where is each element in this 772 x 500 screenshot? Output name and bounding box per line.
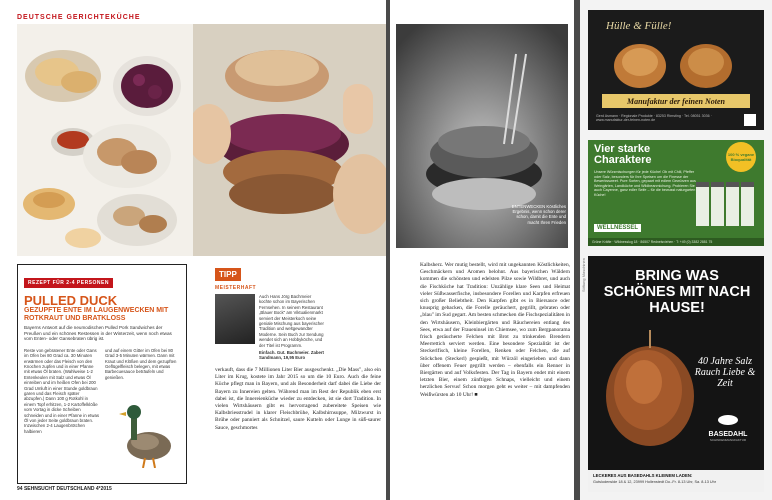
ad2-title: Vier starke Charaktere (594, 143, 652, 166)
ad2-footer: Grüne Kräfte · Wildnesslug 18 · 86507 Rednelsviehen · T: +49 (0) 3382 2881 75 (588, 238, 764, 246)
qr-code-icon (744, 114, 756, 126)
ad-basedahl[interactable] (588, 256, 764, 492)
middle-page (390, 0, 574, 500)
recipe-box (17, 264, 187, 484)
photo-caption: ENTENWECKEN Köstliches Ergebnis, wenn schon derer schon, damit die Ente und macht Ihren Frieden (511, 204, 566, 225)
recipe-title: PULLED DUCK (24, 293, 118, 308)
recipe-column-1: Reste von gebratener Ente oder Gans im Ofen bei 80 Grad ca. 30 Minuten erwärmen oder das Fleisch von den Knochen zupfen und in einer Pfanne mit etwas Öl braten. (Wahlweise 1-2 Entenkeulen mit Salz und etwas Öl einreiben und im heißen Ofen bei 200 Grad Umluft in einer Stunde goldbraun garen und das Fleisch später abzupfen.) Dann 100 g Rotkohl in einem Topf erhitzen, 1-2 Kartoffelklöße vom Vortag in dicke Scheiben schneiden und in einer Pfanne in etwas Öl von jeder Seite goldbraun braten. Inzwischen 2-4 Laugenbrötchen halbieren (24, 347, 100, 434)
photo-burger (193, 24, 386, 256)
tip-text: Auch Hans Jörg Bachmeier kochte schon im Bayerischen Fernsehen. In seinem Restaurant „Blauer Bock" am Viktualienmarkt serviert der Meisterkoch seine geniale Mischung aus bayerischer Tradition und weltgewandter Moderne. Sein Buch zur Sendung wendet sich an Hobbyköche, und der Titel ist Programm. (259, 294, 324, 348)
ad1-small: Gerd Asmann · Regionale Produkte · 83253 Rimsting · Tel. 08051 3036 · www.manufaktur-der-feinen-noten.de (596, 114, 712, 123)
ad3-brand-sub: SCHINKENMANUFAKTUR (709, 438, 747, 442)
ad3-footer-text: Gutslodenslde 18 & 12, 23999 Hollenstedt Do.-Fr. 8-13 Uhr, Sa. 8-13 Uhr (593, 480, 717, 484)
tip-box (215, 264, 325, 361)
tip-text-wrap (259, 294, 325, 361)
pig-icon (716, 412, 740, 426)
right-page (580, 0, 772, 500)
ad3-brand: BASEDAHL (708, 431, 748, 438)
duck-illustration (117, 402, 173, 468)
ad3-script: 40 Jahre Salz Rauch Liebe & Zeit (694, 356, 756, 389)
recipe-badge: REZEPT FÜR 2-4 PERSONEN (24, 278, 113, 288)
onion-illustration (588, 32, 764, 92)
ingredients-illustration (17, 24, 193, 256)
recipe-subtitle: GEZUPFTE ENTE IM LAUGENWECKEN MIT ROTKRAUT UND BRATKLOSS (24, 307, 169, 322)
spice-jars-illustration (694, 174, 758, 230)
recipe-column-2 (105, 348, 180, 435)
ad1-script: Hülle & Fülle! (606, 20, 672, 32)
tip-book: Einfach. Gut. Bachmeier. Zabert Sandmann, 19,95 Euro (259, 350, 324, 361)
photo-ingredients (17, 24, 193, 256)
recipe-intro: Bayerns Antwort auf die neumodischen Pulled Pork Sandwiches der Preußen und ein schönes Restessen in der Winterzeit, wenn noch etwas vom Enten- oder Gansebraten übrig ist. (24, 325, 172, 342)
burger-illustration (193, 24, 386, 256)
recipe-column-2-text: und auf einem Gitter im Ofen bei 80 Grad 3-5 Minuten wärmen. Dann mit Kraut und Klößen und dem gezupften Geflügelfleisch belegen, mit etwas Barbecuesauce beträufeln und genießen. (105, 347, 177, 380)
article-body-column-1: verkauft, dass die 7 Millionen Liter Bier ausgeschenkt. „Die Mass", also ein Liter im Krug, kostete im Jahr 2015 so um die 10 Euro. Auch die feine Küche pflegt man in Bayern, und als Besonderheit darf dabei die Liebe der Bayern zu Innereien gelten. Während man im Rest der Republik eben erst dabei ist, die Innereienküche wieder zu entdecken, ist sie dort Tradition. In vielen Wirtshäusern gibt es hervorragend zubereitete Speisen wie Kalbsbriesstrudel in klarer Fleischbrühe, Kalbshirnsuppe, Milzwurst in Brühe oder panniert als Schnitzel, saure Kutteln oder Lunge in süß-saurer Sauce, geschmortes (215, 367, 381, 431)
ad2-text: Unsere Würzmischungen für jede Küche! Ob mit Chili, Pfeffer oder Salz, besonders für Ihre Speisen um die Finesse der Bewerkssweet. Pure Sorten, gepaart mit edlem Gewürzen aus Weingärten, Landküche und Wildbeanmichung. Probieren Sie auch Cayenne, ganz edler Seife – für die bewusst naturgarten Küche! (594, 170, 696, 197)
ad3-logo (700, 412, 756, 442)
tip-body (215, 294, 325, 361)
ad3-footer (588, 470, 764, 492)
ad-wellnessel[interactable] (588, 140, 764, 246)
section-kicker: DEUTSCHE GERICHTEKÜCHE (17, 14, 141, 21)
book-cover-image (215, 294, 255, 344)
ad3-headline: BRING WAS SCHÖNES MIT NACH HAUSE! (603, 268, 751, 316)
ad2-brand: WELLNESSEL (594, 224, 641, 232)
ad-side-label: Stiftung Maschinen (581, 258, 586, 293)
page-footer: 94 SEHNSUCHT DEUTSCHLAND 4*2015 (17, 486, 112, 492)
ad3-footer-title: LECKERES AUS BASEDAHLS KLEINEM LADEN: (593, 473, 693, 478)
ad1-banner-text: Manufaktur der feinen Noten (626, 96, 725, 106)
recipe-columns (24, 348, 180, 435)
article-body-column-2: Kalbsherz. Wer mutig bestellt, wird mit ungekannten Köstlichkeiten, Geschmäckern und Aromen belohnt. Aus bayerischen Wäldern kommen die schönsten und edelsten Pilze sowie Wildbret, und auch die Fischküche hat Tradition: Unzählige klare Seen und Heimat vieler Süßwasserfische, insbesondere Forellen und Karpfen erfreuen sich großer Beliebtheit. Den Karpfen gibt es in Biersauce oder knusprig gebacken, die Forelle geräuchert, gegrillt, gebraten oder „blau" im Sud gegart. Am besten schmecken die Fischspezialitäten in den Wirtshäusern, Kleinbiergärten und Räuchereien entlang des Sees, etwa auf der Fraueninsel im Chiemsee, wo zum Bergpanorama frisch geräucherte Felchen mit Brot zu trinkenden Brendern Meerrettich serviert werden. Eine besondere Spezialität ist der Steckerlfisch, kleine Forellen, Renken oder Felchen, die auf Stöckchen (Steckerl) gespießt, mit Würzöl eingerieben und dann über offenem Feuer gegrillt werden – ebenfalls ein Renner in Biergärten und auf Volksfesten. Der Tag in Bayern endet mit einem letzten Bier, einem zünftigen Schnaps, vielleicht und einem herzlichen Servus! Schon morgen geht es weiter – mit dampfenden Weißwürsten ab 10 Uhr! ■ (420, 262, 570, 398)
ad1-banner (602, 94, 750, 108)
tip-label: TIPP (215, 268, 241, 281)
ad-manufaktur[interactable] (588, 10, 764, 130)
vegan-badge: 100 % vegane Bioqualität (726, 142, 756, 172)
tip-subtitle: MEISTERHAFT (215, 285, 257, 291)
